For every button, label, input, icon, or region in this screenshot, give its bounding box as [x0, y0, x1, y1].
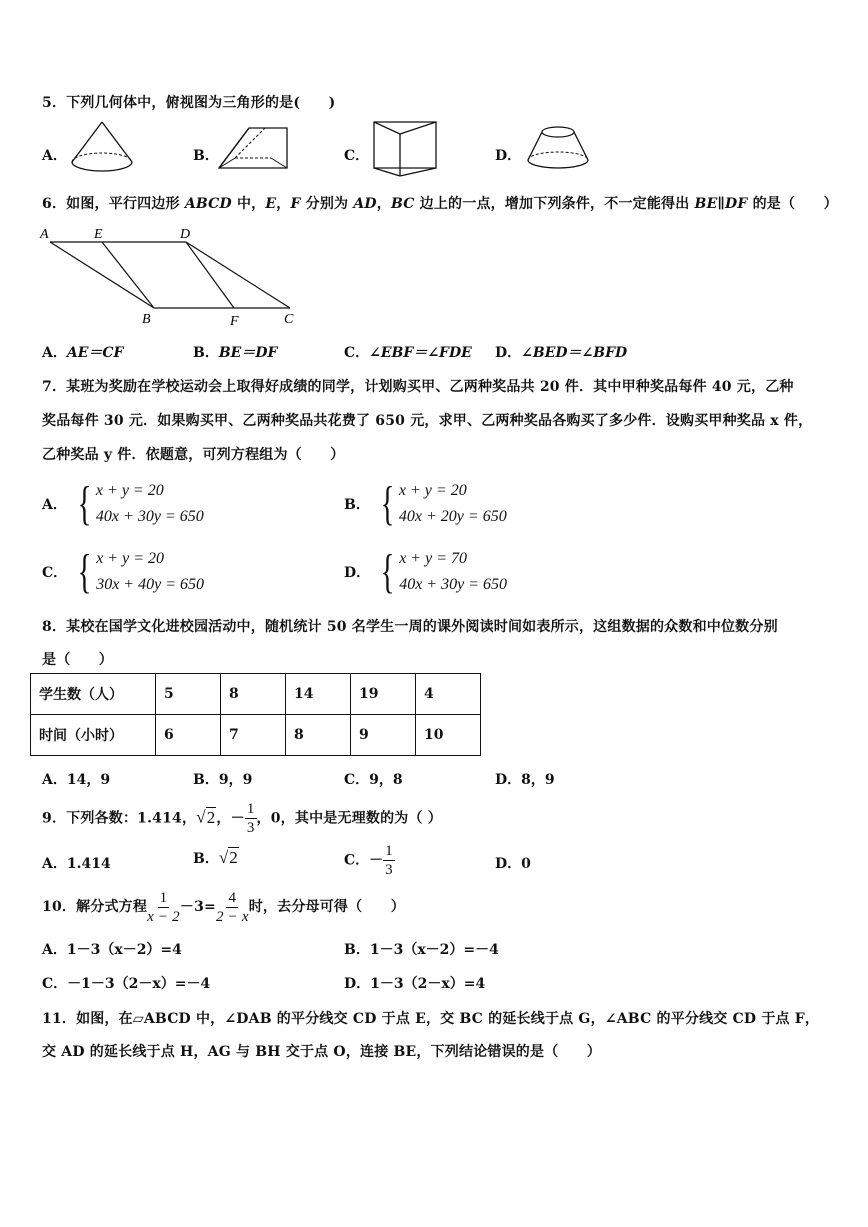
q9-text: ，0，其中是无理数的为（ ） — [256, 810, 442, 827]
upright-triangular-prism-figure — [370, 118, 442, 180]
q7-option-b — [344, 478, 507, 530]
q7-option-c — [42, 546, 204, 598]
cone-figure — [62, 118, 152, 180]
q7-option-b-label: B． — [344, 497, 370, 513]
q6-bedf: BE∥DF — [694, 196, 748, 212]
q7-option-a — [42, 478, 204, 530]
q6-option-c-label: C． — [344, 345, 370, 361]
triangular-prism-figure — [215, 124, 295, 174]
fraction — [216, 889, 249, 926]
q5-stem: 5．下列几何体中，俯视图为三角形的是( ) — [42, 95, 336, 111]
point-label-e: E — [94, 227, 103, 242]
q6-option-d — [495, 342, 627, 362]
q6-option-b-text: BE＝DF — [218, 345, 278, 361]
q6-option-a — [42, 342, 124, 362]
q9-option-c — [344, 842, 395, 879]
q6-option-d-text: ∠BED＝∠BFD — [521, 345, 628, 361]
q9-text: 9．下列各数：1.414， — [42, 810, 197, 827]
point-label-f: F — [230, 314, 239, 329]
table-cell: 19 — [351, 674, 416, 715]
q7-option-b-eq2: 40x + 20y = 650 — [398, 508, 507, 525]
table-cell: 5 — [156, 674, 221, 715]
q9-option-b-radicand: 2 — [229, 848, 238, 867]
q7-option-b-eq1: x + y = 20 — [398, 482, 467, 499]
table-cell: 4 — [416, 674, 481, 715]
point-label-b: B — [142, 312, 151, 327]
q10-f2-denominator: 2 − x — [215, 908, 249, 925]
q8-line1: 8．某校在国学文化进校园活动中，随机统计 50 名学生一周的课外阅读时间如表所示，这组数据的众数和中位数分别 — [42, 619, 778, 635]
brace-icon: { — [380, 477, 395, 530]
q9-option-d: D．0 — [495, 856, 531, 872]
q6-stem-text: 的是（ ） — [747, 196, 838, 212]
q7-option-d-label: D． — [344, 565, 371, 581]
q10-stem — [42, 888, 405, 926]
q6-stem-text: 6．如图，平行四边形 — [42, 196, 185, 212]
q7-option-a-eq1: x + y = 20 — [95, 482, 164, 499]
q10-text: 时，去分母可得（ ） — [248, 899, 405, 915]
q10-option-d: D．1－3（2－x）=4 — [344, 976, 486, 992]
q6-option-a-text: AE＝CF — [66, 345, 124, 361]
q10-f2-numerator: 4 — [228, 889, 237, 906]
q9-option-b — [193, 848, 239, 868]
q9-option-c-sign: － — [369, 852, 384, 869]
q6-option-a-label: A． — [42, 345, 67, 361]
q9-stem — [42, 800, 442, 837]
table-cell: 时间（小时） — [31, 715, 156, 756]
brace-icon: { — [77, 545, 92, 598]
table-cell: 7 — [221, 715, 286, 756]
q7-option-d — [344, 546, 507, 598]
q10-option-c: C．－1－3（2－x）=－4 — [42, 976, 211, 992]
brace-icon: { — [380, 545, 395, 598]
q8-option-a: A．14，9 — [42, 772, 111, 788]
q9-option-a: A．1.414 — [42, 856, 111, 872]
q6-bc: BC — [390, 196, 415, 212]
parallelogram-figure — [36, 224, 306, 330]
q7-line3: 乙种奖品 y 件．依题意，可列方程组为（ ） — [42, 447, 345, 463]
q6-abcd: ABCD — [184, 196, 232, 212]
point-label-d: D — [180, 227, 191, 242]
table-row — [31, 674, 481, 715]
q10-text: －3= — [179, 899, 216, 915]
q7-option-d-eq2: 40x + 30y = 650 — [399, 576, 507, 593]
q6-stem — [42, 193, 838, 213]
q10-text: 10．解分式方程 — [42, 899, 148, 915]
q10-f1-numerator: 1 — [159, 889, 168, 906]
table-cell: 8 — [221, 674, 286, 715]
q5-option-c-label: C． — [344, 148, 370, 164]
q9-option-c-numerator: 1 — [385, 843, 393, 859]
q6-option-b-label: B． — [193, 345, 219, 361]
table-cell: 10 — [416, 715, 481, 756]
table-row — [31, 715, 481, 756]
table-cell: 学生数（人） — [31, 674, 156, 715]
q11-line1: 11．如图，在▱ABCD 中，∠DAB 的平分线交 CD 于点 E，交 BC 的延长线于点 G，∠ABC 的平分线交 CD 于点 F， — [42, 1011, 820, 1027]
sqrt-expression: √2 — [218, 848, 238, 867]
q7-option-c-label: C． — [42, 565, 68, 581]
q7-option-a-eq2: 40x + 30y = 650 — [95, 508, 204, 525]
q5-option-a-label: A． — [42, 148, 67, 164]
q7-option-c-eq2: 30x + 40y = 650 — [96, 576, 204, 593]
q5-option-d-label: D． — [495, 148, 522, 164]
q8-option-c: C．9，8 — [344, 772, 403, 788]
q10-f1-denominator: x − 2 — [147, 908, 180, 925]
q6-option-c-text: ∠EBF＝∠FDE — [369, 345, 472, 361]
q6-option-c — [344, 342, 472, 362]
q6-stem-text: ， — [376, 196, 391, 212]
frustum-figure — [520, 124, 600, 174]
q8-option-b: B．9，9 — [193, 772, 253, 788]
q9-option-b-label: B． — [193, 851, 219, 867]
table-cell: 8 — [286, 715, 351, 756]
q10-option-b: B．1－3（x－2）=－4 — [344, 942, 499, 958]
q9-numerator: 1 — [246, 801, 255, 817]
table-cell: 6 — [156, 715, 221, 756]
q9-option-c-denominator: 3 — [385, 862, 393, 878]
sqrt-expression: √2 — [196, 807, 216, 827]
q11-line2: 交 AD 的延长线于点 H，AG 与 BH 交于点 O，连接 BE，下列结论错误的是（ ） — [42, 1044, 601, 1060]
fraction — [147, 889, 180, 926]
point-label-c: C — [284, 312, 294, 327]
q9-option-c-label: C． — [344, 852, 370, 869]
brace-icon: { — [77, 477, 92, 530]
q7-option-d-eq1: x + y = 70 — [399, 550, 467, 567]
fraction — [245, 800, 257, 837]
table-cell: 14 — [286, 674, 351, 715]
q6-stem-text: 中， — [231, 196, 266, 212]
q6-ad: AD — [353, 196, 377, 212]
q8-line2: 是（ ） — [42, 652, 113, 668]
q7-option-c-eq1: x + y = 20 — [96, 550, 164, 567]
q6-option-d-label: D． — [495, 345, 522, 361]
q6-f: F — [290, 196, 301, 212]
q7-line2: 奖品每件 30 元．如果购买甲、乙两种奖品共花费了 650 元，求甲、乙两种奖品各购买了多少件．设购买甲种奖品 x 件， — [42, 413, 813, 429]
q5-option-b-label: B． — [193, 148, 219, 164]
q8-option-d: D．8，9 — [495, 772, 555, 788]
q7-option-a-label: A． — [42, 497, 67, 513]
q9-text: ，－ — [216, 810, 245, 827]
q7-line1: 7．某班为奖励在学校运动会上取得好成绩的同学，计划购买甲、乙两种奖品共 20 件．其中甲种奖品每件 40 元，乙种 — [42, 379, 794, 395]
q6-stem-text: ， — [276, 196, 291, 212]
q9-sqrt-radicand: 2 — [206, 807, 216, 827]
table-cell: 9 — [351, 715, 416, 756]
q6-stem-text: 边上的一点，增加下列条件，不一定能得出 — [414, 196, 695, 212]
q9-denominator: 3 — [246, 820, 255, 836]
q10-option-a: A．1－3（x－2）=4 — [42, 942, 182, 958]
point-label-a: A — [40, 227, 49, 242]
q6-stem-text: 分别为 — [300, 196, 354, 212]
q6-e: E — [265, 196, 277, 212]
reading-time-table — [30, 673, 481, 756]
fraction — [383, 842, 395, 879]
q6-option-b — [193, 342, 277, 362]
